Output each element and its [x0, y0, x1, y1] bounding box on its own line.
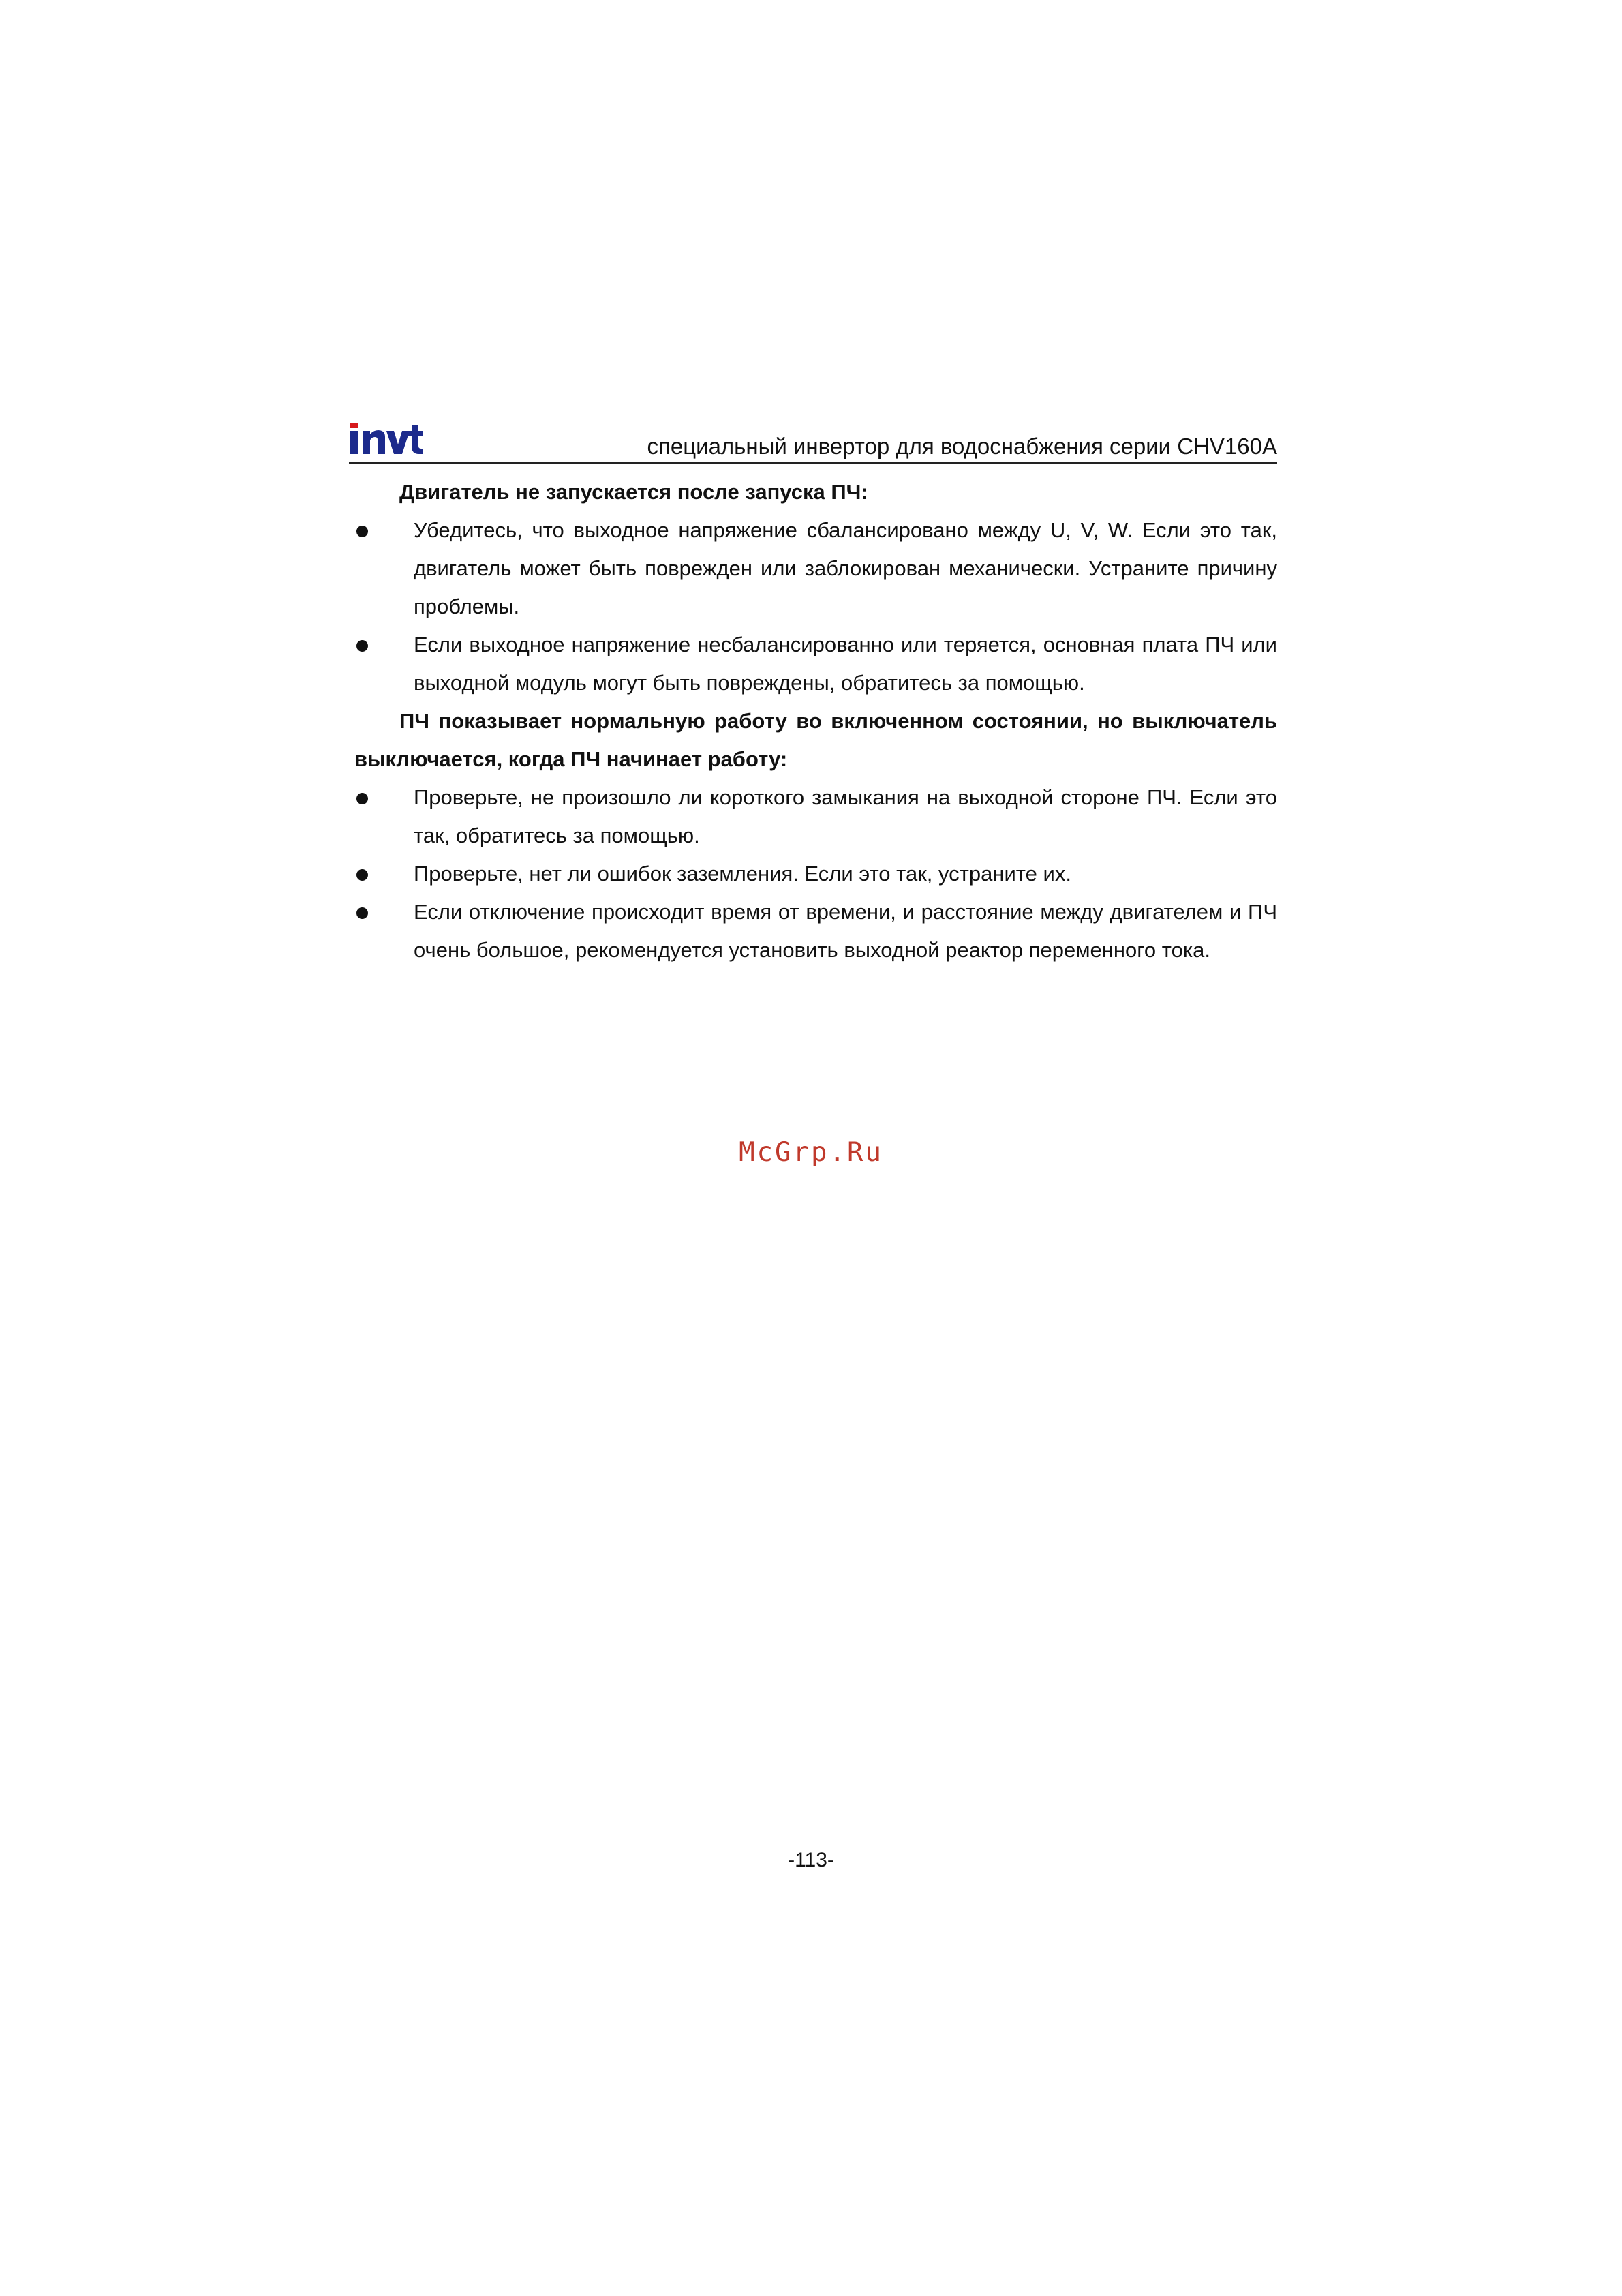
document-title: специальный инвертор для водоснабжения серии CHV160A	[647, 434, 1277, 459]
invt-logo	[349, 423, 424, 455]
bullet-dot-icon	[356, 526, 368, 537]
page-number: -113-	[788, 1849, 834, 1871]
bullet-text: Если выходное напряжение несбалансированно или теряется, основная плата ПЧ или выходной модуль могут быть повреждены, обратитесь за помощью.	[414, 633, 1277, 695]
bullet-text: Если отключение происходит время от времени, и расстояние между двигателем и ПЧ очень большое, рекомендуется установить выходной реактор переменного тока.	[414, 900, 1277, 962]
bullet-text: Убедитесь, что выходное напряжение сбалансировано между U, V, W. Если это так, двигатель может быть поврежден или заблокирован механически. Устраните причину проблемы.	[414, 518, 1277, 618]
section-heading: Двигатель не запускается после запуска ПЧ:	[399, 480, 868, 504]
bullet-item	[354, 511, 1277, 626]
page-header	[349, 421, 1277, 464]
watermark: McGrp.Ru	[739, 1137, 883, 1168]
bullet-item	[354, 893, 1277, 969]
bullet-item	[354, 626, 1277, 702]
bullet-dot-icon	[356, 869, 368, 881]
section-heading: ПЧ показывает нормальную работу во включенном состоянии, но выключатель выключается, когда ПЧ начинает работу:	[354, 709, 1277, 771]
bullet-item	[354, 855, 1277, 893]
bullet-item	[354, 779, 1277, 855]
bullet-dot-icon	[356, 907, 368, 919]
bullet-text: Проверьте, не произошло ли короткого замыкания на выходной стороне ПЧ. Если это так, обратитесь за помощью.	[414, 785, 1277, 847]
bullet-dot-icon	[356, 640, 368, 652]
bullet-text: Проверьте, нет ли ошибок заземления. Если это так, устраните их.	[414, 862, 1071, 886]
bullet-dot-icon	[356, 793, 368, 804]
document-body	[354, 473, 1277, 969]
